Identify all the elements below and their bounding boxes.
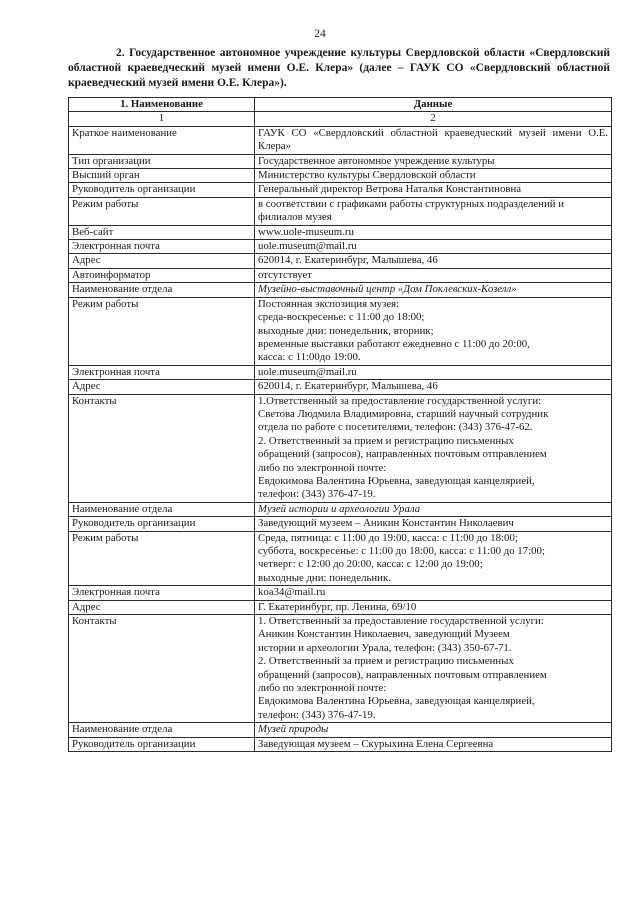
row-name: Контакты — [69, 394, 255, 502]
row-value: www.uole-museum.ru — [255, 225, 612, 239]
row-value: Музей природы — [255, 723, 612, 737]
table-row — [69, 365, 612, 379]
row-value: 1. Ответственный за предоставление государственной услуги: Аникин Константин Николаевич, заведующий Музеем истории и археологии Урала, телефон: (343) 350-67-71. 2. Ответственный за прием и регистрацию письменных обращений (запросов), направленных почтовым отправлением либо по электронной почте: Евдокимова Валентина Юрьевна, заведующая канцелярией, телефон: (343) 376-47-19. — [255, 615, 612, 723]
table-row — [69, 723, 612, 737]
table-row — [69, 283, 612, 297]
column-number-row — [69, 112, 612, 126]
row-value: Министерство культуры Свердловской области — [255, 169, 612, 183]
row-value: Государственное автономное учреждение культуры — [255, 154, 612, 168]
table-row — [69, 394, 612, 502]
table-row — [69, 169, 612, 183]
column-number-2: 2 — [255, 112, 612, 126]
table-header-row — [69, 98, 612, 112]
table-row — [69, 586, 612, 600]
table-row — [69, 154, 612, 168]
row-name: Автоинформатор — [69, 268, 255, 282]
row-name: Руководитель организации — [69, 737, 255, 751]
row-name: Режим работы — [69, 531, 255, 586]
table-row — [69, 737, 612, 751]
row-value: uole.museum@mail.ru — [255, 365, 612, 379]
row-name: Руководитель организации — [69, 517, 255, 531]
row-name: Наименование отдела — [69, 283, 255, 297]
row-name: Краткое наименование — [69, 126, 255, 154]
section-heading: 2. Государственное автономное учреждение культуры Свердловской области «Свердловский областной краеведческий музей имени О.Е. Клера» (далее – ГАУК СО «Свердловский областной краеведческий музей имени О.Е. Клера»). — [68, 47, 610, 89]
row-value: 620014, г. Екатеринбург, Малышева, 46 — [255, 254, 612, 268]
row-value: Среда, пятница: с 11:00 до 19:00, касса: с 11:00 до 18:00; суббота, воскресенье: с 11:00 до 18:00, касса: с 11:00 до 17:00; четверг: с 12:00 до 20:00, касса: с 12:00 до 19:00; выходные дни: понедельник. — [255, 531, 612, 586]
row-name: Руководитель организации — [69, 183, 255, 197]
table-row — [69, 297, 612, 365]
column-number-1: 1 — [69, 112, 255, 126]
row-value: ГАУК СО «Свердловский областной краеведческий музей имени О.Е. Клера» — [255, 126, 612, 154]
row-value: Генеральный директор Ветрова Наталья Константиновна — [255, 183, 612, 197]
row-name: Режим работы — [69, 197, 255, 225]
row-value: 1.Ответственный за предоставление государственной услуги: Светова Людмила Владимировна, старший научный сотрудник отдела по работе с посетителями, телефон: (343) 376-47-62. 2. Ответственный за прием и регистрацию письменных обращений (запросов), направленных почтовым отправлением либо по электронной почте: Евдокимова Валентина Юрьевна, заведующая канцелярией, телефон: (343) 376-47-19. — [255, 394, 612, 502]
row-name: Электронная почта — [69, 365, 255, 379]
table-row — [69, 517, 612, 531]
header-data: Данные — [255, 98, 612, 112]
page-number: 24 — [314, 28, 326, 40]
row-value: Заведующая музеем – Скурыхина Елена Сергеевна — [255, 737, 612, 751]
table-row — [69, 502, 612, 516]
row-value: Г. Екатеринбург, пр. Ленина, 69/10 — [255, 600, 612, 614]
museum-info-table — [68, 97, 612, 752]
row-value: uole.museum@mail.ru — [255, 240, 612, 254]
row-value: в соответствии с графиками работы структурных подразделений и филиалов музея — [255, 197, 612, 225]
row-value: koa34@mail.ru — [255, 586, 612, 600]
table-row — [69, 240, 612, 254]
row-value: 620014, г. Екатеринбург, Малышева, 46 — [255, 380, 612, 394]
row-value: Музейно-выставочный центр «Дом Поклевских-Козелл» — [255, 283, 612, 297]
table-row — [69, 183, 612, 197]
row-name: Высший орган — [69, 169, 255, 183]
row-name: Электронная почта — [69, 586, 255, 600]
row-value: Постоянная экспозиция музея: среда-воскресенье: с 11:00 до 18:00; выходные дни: понедельник, вторник; временные выставки работают ежедневно с 11:00 до 20:00, касса: с 11:00до 19:00. — [255, 297, 612, 365]
row-name: Контакты — [69, 615, 255, 723]
row-name: Адрес — [69, 254, 255, 268]
table-row — [69, 615, 612, 723]
table-row — [69, 268, 612, 282]
table-row — [69, 254, 612, 268]
row-name: Тип организации — [69, 154, 255, 168]
row-name: Наименование отдела — [69, 723, 255, 737]
table-row — [69, 197, 612, 225]
row-name: Веб-сайт — [69, 225, 255, 239]
header-name: 1. Наименование — [69, 98, 255, 112]
row-name: Режим работы — [69, 297, 255, 365]
row-value: Музей истории и археологии Урала — [255, 502, 612, 516]
row-name: Адрес — [69, 380, 255, 394]
row-name: Электронная почта — [69, 240, 255, 254]
row-value: отсутствует — [255, 268, 612, 282]
table-row — [69, 600, 612, 614]
row-name: Адрес — [69, 600, 255, 614]
table-row — [69, 380, 612, 394]
row-name: Наименование отдела — [69, 502, 255, 516]
row-value: Заведующий музеем – Аникин Константин Николаевич — [255, 517, 612, 531]
table-row — [69, 126, 612, 154]
table-row — [69, 531, 612, 586]
table-row — [69, 225, 612, 239]
